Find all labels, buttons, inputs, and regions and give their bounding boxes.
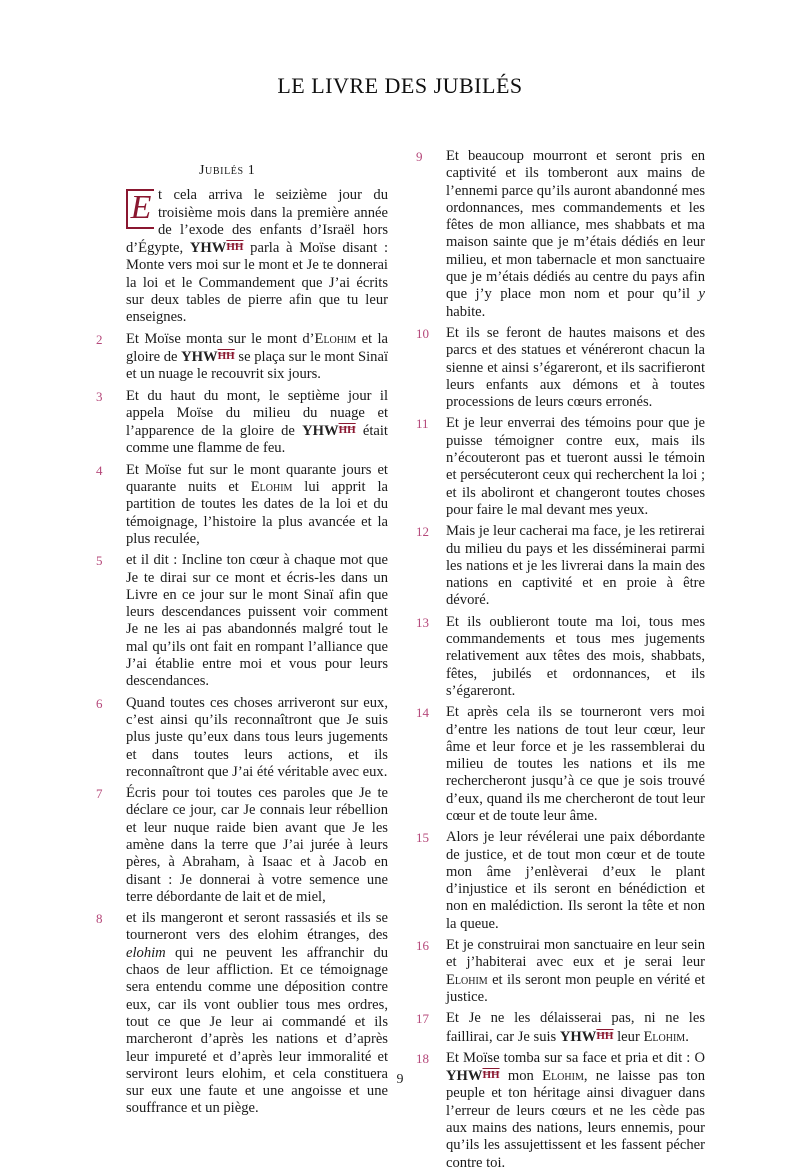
divine-title: Elohim	[250, 479, 293, 496]
divine-name: $YHW\overline{ĦĦ}$	[302, 423, 356, 440]
verse-number: 11	[416, 416, 429, 432]
verse-number: 10	[416, 325, 429, 341]
verse-3	[96, 388, 388, 458]
verse-text: Et Moïse fut sur le mont quarante jours et quarante nuits et Elohim lui apprit la partition de toutes les dates de la loi et du témoignage, l’histoire la plus avancée et la plus reculée,	[126, 461, 388, 547]
verse-2	[96, 331, 388, 384]
verse-number: 5	[96, 553, 103, 569]
verse-number: 16	[416, 938, 429, 954]
verse-9	[416, 148, 705, 321]
verse-15	[416, 829, 705, 933]
verse-10	[416, 325, 705, 411]
verse-number: 14	[416, 705, 429, 721]
dropcap-letter: E	[126, 189, 154, 229]
verse-7	[96, 785, 388, 906]
verse-text: E t cela arriva le seizième jour du troisième mois dans la première année de l’exode des enfants d’Israël hors d’Égypte, $YHW\overline{ĦĦ}$ parla à Moïse disant : Monte vers moi sur le mont et Je te donnerai la loi et le Commandement que J’ai écrits sur deux tables de pierre afin que tu leur enseignes.	[126, 187, 388, 326]
verse-18	[416, 1050, 705, 1172]
verse-11	[416, 415, 705, 519]
verse-text: Et je construirai mon sanctuaire en leur sein et j’habiterai avec eux et je serai leur Elohim et ils seront mon peuple en vérité et justice.	[446, 937, 705, 1005]
verse-text: Et je leur enverrai des témoins pour que je puisse témoigner contre eux, mais ils n’écouteront pas et tueront aussi le témoin et persécuteront ceux qui recherchent la loi ; et ils aboliront et changeront toutes choses pour faire le mal devant mes yeux.	[446, 415, 705, 518]
verse-text: Mais je leur cacherai ma face, je les retirerai du milieu du pays et les disséminerai parmi les nations et je les livrerai dans la main des nations en captivité et en proie à être dévoré.	[446, 523, 705, 609]
verse-number: 8	[96, 911, 103, 927]
verse-text: Et beaucoup mourront et seront pris en captivité et ils tomberont aux mains de l’ennemi parce qu’ils auront abandonné mes ordonnances, mes commandements et les fêtes de mon alliance, mes shabbats et ma maison sainte que je m’étais dédiés en leur milieu, et mon tabernacle et mon sanctuaire que je m’étais dédiés au centre du pays afin que j’y place mon nom et pour qu’il y habite.	[446, 148, 705, 320]
verse-14	[416, 704, 705, 825]
page-title: LE LIVRE DES JUBILÉS	[277, 73, 523, 98]
verse-text: Et ils se feront de hautes maisons et des parcs et des statues et vénéreront chacun la sienne et ainsi s’égareront, et ils sacrifieront leurs enfants aux démons et à toutes processions de leurs cœurs erronés.	[446, 324, 705, 411]
divine-title: Elohim	[643, 1028, 686, 1045]
verse-number: 13	[416, 614, 429, 630]
verse-13	[416, 614, 705, 700]
divine-name: $YHW\overline{ĦĦ}$	[181, 348, 235, 365]
verse-number: 18	[416, 1050, 429, 1066]
verse-text: Et du haut du mont, le septième jour il appela Moïse du milieu du nuage et l’apparence de la gloire de $YHW\overline{ĦĦ}$ était comme une flamme de feu.	[126, 387, 388, 457]
verse-number: 12	[416, 524, 429, 540]
verse-text: Alors je leur révélerai une paix débordante de justice, et de tout mon cœur et de toute mon âme j’enlèverai d’eux le plant d’injustice et ils seront en bénédiction et non en malédiction. Ils seront la tête et non la queue.	[446, 829, 705, 932]
verse-17	[416, 1010, 705, 1046]
left-column	[96, 148, 388, 1122]
right-column	[416, 148, 705, 1176]
divine-name: $YHW\overline{ĦĦ}$	[189, 240, 244, 257]
verse-number: 2	[96, 331, 103, 347]
verse-number: 17	[416, 1011, 429, 1027]
verse-1	[96, 187, 388, 326]
verse-text: et ils mangeront et seront rassasiés et ils se tourneront vers des elohim étranges, des elohim qui ne peuvent les affranchir du chaos de leur affliction. Et ce témoignage sera entendu comme une déposition contre eux, car ils vont oublier tous mes ordres, tout ce que Je leur ai commandé et ils marcheront d’après les nations et d’après leur impureté et d’après leur immoralité et serviront leurs elohim, et cela constituera sur eux une faute et une angoisse et une souffrance et un piège.	[126, 910, 388, 1117]
divine-name: $YHW\overline{ĦĦ}$	[446, 1068, 500, 1085]
verse-text: Et Je ne les délaisserai pas, ni ne les faillirai, car Je suis $YHW\overline{ĦĦ}$ leur Elohim.	[446, 1010, 705, 1045]
page-number: 9	[396, 1072, 404, 1087]
verse-number: 15	[416, 830, 429, 846]
verse-text: Et après cela ils se tourneront vers moi d’entre les nations de tout leur cœur, leur âme et leur force et je les rassemblerai du milieu de toutes les nations et ils me rechercheront jusqu’à ce que je sois trouvé d’eux, quand ils me chercheront de tout leur cœur et de toute leur âme.	[446, 704, 705, 824]
verse-text: et il dit : Incline ton cœur à chaque mot que Je te dirai sur ce mont et écris-les dans un Livre en ce jour sur le mont Sinaï afin que leurs descendances puissent voir comment Je ne les ai pas abandonnés malgré tout le mal qu’ils ont fait en rompant l’alliance que J’ai établie entre moi et vous pour leurs descendances.	[126, 552, 388, 690]
verse-number: 9	[416, 149, 423, 164]
verse-number: 3	[96, 388, 103, 404]
verse-text: Quand toutes ces choses arriveront sur eux, c’est ainsi qu’ils reconnaîtront que Je suis plus juste qu’eux dans tous leurs jugements et dans toutes leurs actions, et ils reconnaîtront que J’ai été véritable avec eux.	[126, 694, 388, 780]
divine-title: Elohim	[446, 971, 488, 988]
divine-name: $YHW\overline{ĦĦ}$	[559, 1028, 614, 1045]
divine-title: Elohim	[314, 330, 357, 347]
verse-number: 4	[96, 462, 103, 478]
verse-4	[96, 462, 388, 548]
verse-16	[416, 937, 705, 1006]
divine-title: Elohim	[542, 1068, 584, 1085]
verse-text: Et ils oublieront toute ma loi, tous mes commandements et tous mes jugements relativement aux têtes des mois, shabbats, fêtes, jubilés et ordonnances, et ils s’égareront.	[446, 613, 705, 699]
verse-6	[96, 695, 388, 781]
verse-text: Et Moïse tomba sur sa face et pria et dit : O $YHW\overline{ĦĦ}$ mon Elohim, ne laisse pas ton peuple et ton héritage ainsi divaguer dans l’erreur de leurs cœurs et ne les cède pas aux mains des nations, leurs ennemis, pour qu’ils les assujettissent et les fassent pécher contre toi.	[446, 1049, 705, 1171]
verse-number: 6	[96, 695, 103, 711]
chapter-heading: Jubilés 1	[199, 163, 256, 178]
verse-number: 7	[96, 786, 103, 802]
verse-12	[416, 523, 705, 609]
verse-text: Et Moïse monta sur le mont d’Elohim et la gloire de $YHW\overline{ĦĦ}$ se plaça sur le mont Sinaï et un nuage le recouvrit six jours.	[126, 330, 388, 383]
verse-5	[96, 552, 388, 690]
verse-text: Écris pour toi toutes ces paroles que Je te déclare ce jour, car Je connais leur rébellion et leur nuque raide bien avant que Je les amène dans la terre que J’ai jurée à leurs pères, à Abraham, à Isaac et à Jacob en disant : Je donnerai à votre semence une terre débordante de lait et de miel,	[126, 785, 388, 905]
